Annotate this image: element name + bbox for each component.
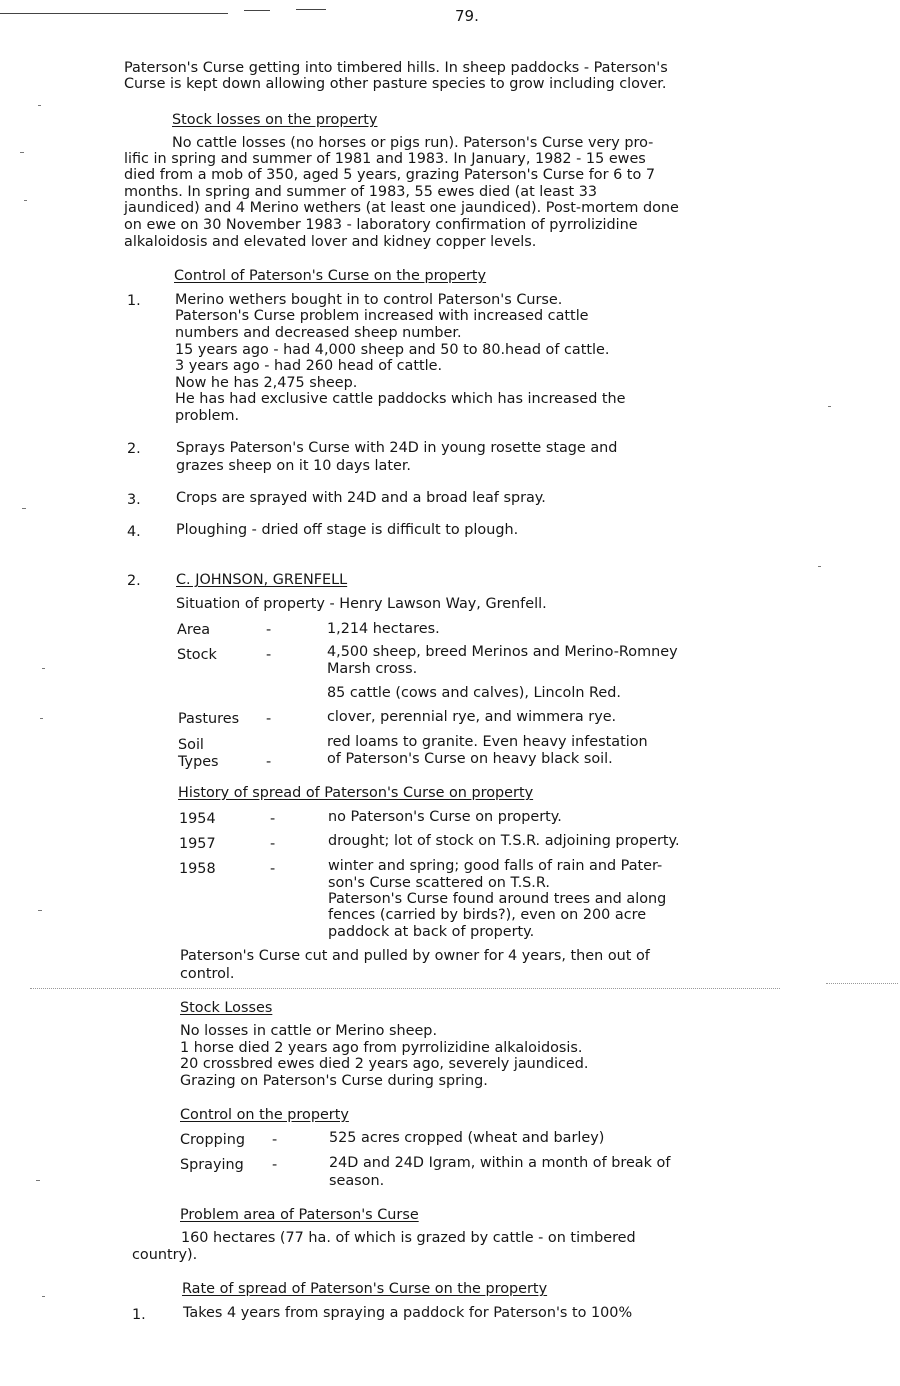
item-line: grazes sheep on it 10 days later. (176, 458, 412, 474)
paragraph-line: 20 crossbred ewes died 2 years ago, severely jaundiced. (180, 1056, 589, 1072)
section-heading: Stock Losses (180, 1000, 273, 1016)
top-rule (0, 13, 228, 14)
scan-speck (24, 200, 27, 201)
history-year: 1957 (179, 836, 216, 852)
detail-value: 4,500 sheep, breed Merinos and Merino-Romney (327, 644, 678, 660)
history-year: 1958 (179, 861, 216, 877)
section-number: 2. (127, 573, 141, 589)
scan-speck (38, 910, 42, 911)
paragraph-line: No cattle losses (no horses or pigs run). Paterson's Curse very pro- (172, 135, 654, 151)
section-heading: Stock losses on the property (172, 112, 378, 128)
situation-line: Situation of property - Henry Lawson Way, Grenfell. (176, 596, 547, 612)
paragraph-line: country). (132, 1247, 198, 1263)
history-dash: - (270, 811, 276, 827)
property-heading: C. JOHNSON, GRENFELL (176, 572, 348, 588)
section-heading: History of spread of Paterson's Curse on property (178, 785, 534, 801)
item-line: Crops are sprayed with 24D and a broad leaf spray. (176, 490, 546, 506)
item-line: Paterson's Curse problem increased with increased cattle (175, 308, 589, 324)
paragraph-line: on ewe on 30 November 1983 - laboratory confirmation of pyrrolizidine (124, 217, 638, 233)
intro-line: Curse is kept down allowing other pasture species to grow including clover. (124, 76, 667, 92)
detail-label: Stock (177, 647, 217, 663)
item-line: He has had exclusive cattle paddocks which has increased the (175, 391, 626, 407)
detail-dash: - (266, 647, 272, 663)
paragraph-line: jaundiced) and 4 Merino wethers (at least one jaundiced). Post-mortem done (124, 200, 679, 216)
item-number: 2. (127, 441, 141, 457)
detail-value: red loams to granite. Even heavy infestation (327, 734, 648, 750)
paragraph-line: 1 horse died 2 years ago from pyrrolizidine alkaloidosis. (180, 1040, 583, 1056)
detail-value: 85 cattle (cows and calves), Lincoln Red. (327, 685, 621, 701)
top-rule-short (244, 10, 270, 11)
paragraph-line: lific in spring and summer of 1981 and 1983. In January, 1982 - 15 ewes (124, 151, 646, 167)
history-note-line: control. (180, 966, 235, 982)
intro-line: Paterson's Curse getting into timbered hills. In sheep paddocks - Paterson's (124, 60, 668, 76)
history-text: winter and spring; good falls of rain and Pater- (328, 858, 663, 874)
control-value: 525 acres cropped (wheat and barley) (329, 1130, 605, 1146)
history-text: paddock at back of property. (328, 924, 535, 940)
control-dash: - (272, 1132, 278, 1148)
history-text: son's Curse scattered on T.S.R. (328, 875, 550, 891)
control-label: Spraying (180, 1157, 244, 1173)
control-value: season. (329, 1173, 385, 1189)
item-line: Takes 4 years from spraying a paddock for Paterson's to 100% (183, 1305, 633, 1321)
section-heading: Control of Paterson's Curse on the property (174, 268, 487, 284)
detail-label: Pastures (178, 711, 240, 727)
scan-speck (20, 152, 24, 153)
section-heading: Problem area of Paterson's Curse (180, 1207, 419, 1223)
history-text: drought; lot of stock on T.S.R. adjoining property. (328, 833, 680, 849)
paragraph-line: No losses in cattle or Merino sheep. (180, 1023, 438, 1039)
history-year: 1954 (179, 811, 216, 827)
item-line: 15 years ago - had 4,000 sheep and 50 to 80.head of cattle. (175, 342, 610, 358)
item-line: Sprays Paterson's Curse with 24D in young rosette stage and (176, 440, 618, 456)
detail-value: of Paterson's Curse on heavy black soil. (327, 751, 613, 767)
scan-speck (42, 668, 45, 669)
detail-dash: - (266, 622, 272, 638)
item-number: 4. (127, 524, 141, 540)
control-value: 24D and 24D Igram, within a month of break of (329, 1155, 671, 1171)
history-note-line: Paterson's Curse cut and pulled by owner for 4 years, then out of (180, 948, 650, 964)
paragraph-line: 160 hectares (77 ha. of which is grazed by cattle - on timbered (181, 1230, 636, 1246)
item-line: problem. (175, 408, 240, 424)
page-number: 79. (455, 7, 479, 25)
item-line: Ploughing - dried off stage is difficult to plough. (176, 522, 519, 538)
scan-speck (38, 105, 41, 106)
item-line: Now he has 2,475 sheep. (175, 375, 358, 391)
control-label: Cropping (180, 1132, 245, 1148)
history-text: fences (carried by birds?), even on 200 acre (328, 907, 647, 923)
detail-value: clover, perennial rye, and wimmera rye. (327, 709, 617, 725)
paragraph-line: alkaloidosis and elevated lover and kidney copper levels. (124, 234, 537, 250)
detail-label: Area (177, 622, 211, 638)
detail-dash: - (266, 711, 272, 727)
scan-speck (40, 718, 43, 719)
history-text: Paterson's Curse found around trees and along (328, 891, 667, 907)
detail-value: Marsh cross. (327, 661, 418, 677)
section-heading: Rate of spread of Paterson's Curse on the property (182, 1281, 548, 1297)
item-line: numbers and decreased sheep number. (175, 325, 462, 341)
item-number: 3. (127, 492, 141, 508)
scan-speck (36, 1180, 40, 1181)
paragraph-line: died from a mob of 350, aged 5 years, grazing Paterson's Curse for 6 to 7 (124, 167, 655, 183)
item-line: 3 years ago - had 260 head of cattle. (175, 358, 443, 374)
scan-speck (818, 566, 821, 567)
scan-speck (22, 508, 26, 509)
item-number: 1. (127, 293, 141, 309)
item-number: 1. (132, 1307, 146, 1323)
detail-dash: - (266, 754, 272, 770)
control-dash: - (272, 1157, 278, 1173)
scan-speck (42, 1296, 45, 1297)
item-line: Merino wethers bought in to control Paterson's Curse. (175, 292, 563, 308)
paragraph-line: months. In spring and summer of 1983, 55 ewes died (at least 33 (124, 184, 598, 200)
history-dash: - (270, 861, 276, 877)
history-dash: - (270, 836, 276, 852)
paragraph-line: Grazing on Paterson's Curse during spring. (180, 1073, 488, 1089)
detail-value: 1,214 hectares. (327, 621, 440, 637)
detail-label: Soil (178, 737, 204, 753)
scan-dotted-line (30, 988, 780, 989)
history-text: no Paterson's Curse on property. (328, 809, 562, 825)
scan-speck (828, 406, 831, 407)
detail-label: Types (178, 754, 219, 770)
section-heading: Control on the property (180, 1107, 349, 1123)
top-rule-short (296, 9, 326, 10)
scan-dotted-line (826, 983, 898, 984)
